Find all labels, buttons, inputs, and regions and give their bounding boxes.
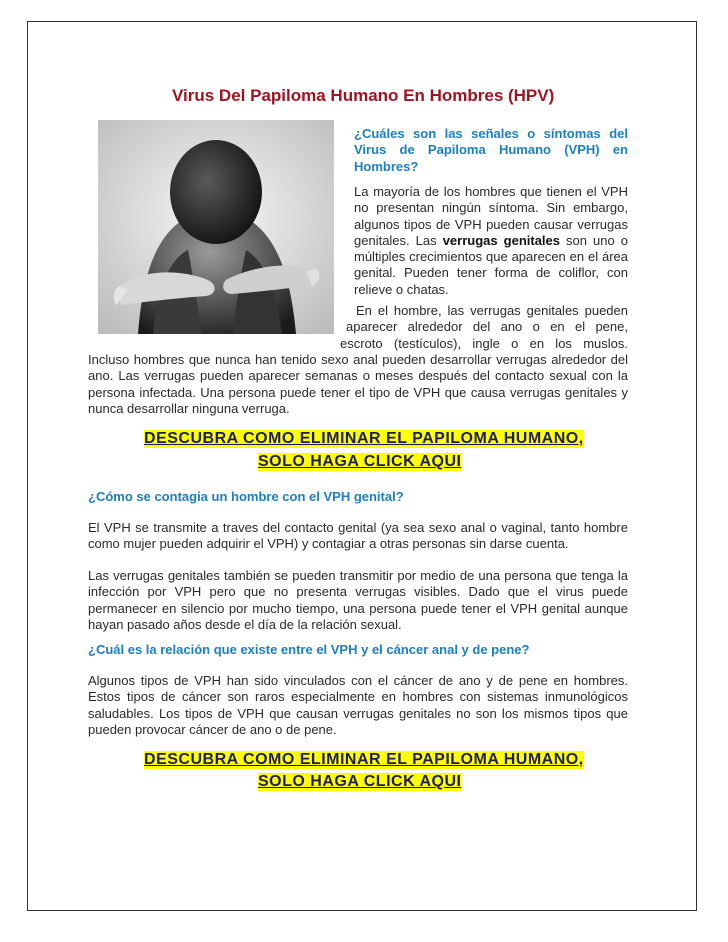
contagion-question: ¿Cómo se contagia un hombre con el VPH genital? — [88, 489, 404, 504]
cta-link-1-line-1[interactable]: DESCUBRA COMO ELIMINAR EL PAPILOMA HUMANO, — [144, 430, 584, 447]
symptoms-paragraph — [354, 184, 628, 298]
contagion-paragraph-2: Las verrugas genitales también se pueden transmitir por medio de una persona que tenga la infección por VPH pero que no presenta verrugas visibles. Dado que el virus puede permanecer en silencio por mucho tiempo, una persona puede tener el VPH genital aunque hayan pasado años desde el día de la relación sexual. — [88, 568, 628, 632]
warts-paragraph: Incluso hombres que nunca han tenido sexo anal pueden desarrollar verrugas alrededor del ano. Las verrugas pueden aparecer semanas o meses después del contacto sexual con la persona infectada. Una persona puede tener el tipo de VPH que causa verrugas genitales y nunca desarrollar ninguna verruga. — [88, 352, 628, 416]
cta-link-1-line-2[interactable]: SOLO HAGA CLICK AQUI — [258, 453, 462, 470]
symptoms-question: ¿Cuáles son las señales o síntomas del Virus de Papiloma Humano (VPH) en Hombres? — [354, 126, 628, 174]
page-title: Virus Del Papiloma Humano En Hombres (HPV) — [172, 86, 555, 105]
cta-link-2-line-1[interactable]: DESCUBRA COMO ELIMINAR EL PAPILOMA HUMANO, — [144, 751, 584, 768]
cancer-question: ¿Cuál es la relación que existe entre el VPH y el cáncer anal y de pene? — [88, 642, 530, 657]
cancer-paragraph: Algunos tipos de VPH han sido vinculados con el cáncer de ano y de pene en hombres. Estos tipos de cáncer son raros especialmente en hombres con sistemas inmunológicos saludables. Los tipos de VPH que causan verrugas genitales no son los mismos tipos que pueden provocar cáncer de ano o de pene. — [88, 673, 628, 737]
photo-illustration — [98, 120, 334, 334]
symptoms-text-b: son uno o múltiples crecimientos que aparecen en el área genital. Pueden tener forma de coliflor, con relieve o chatas. — [354, 232, 628, 297]
genital-warts-bold: verrugas genitales — [442, 232, 560, 248]
warts-line-3: escroto (testículos), ingle o en los muslos. — [340, 336, 628, 351]
symptoms-text-a: La mayoría de los hombres que tienen el VPH no presentan ningún síntoma. Sin embargo, algunos tipos de VPH pueden causar verrugas genitales. Las — [354, 184, 628, 248]
cta-link-2-line-2[interactable]: SOLO HAGA CLICK AQUI — [258, 773, 462, 790]
warts-line-2: aparecer alrededor del ano o en el pene, — [346, 319, 628, 334]
contagion-paragraph-1: El VPH se transmite a traves del contacto genital (ya sea sexo anal o vaginal, tanto hombre como mujer pueden adquirir el VPH) y contagiar a otras personas sin darse cuenta. — [88, 520, 628, 552]
warts-line-1: En el hombre, las verrugas genitales pueden — [356, 303, 628, 318]
crouching-man-photo — [98, 120, 334, 334]
